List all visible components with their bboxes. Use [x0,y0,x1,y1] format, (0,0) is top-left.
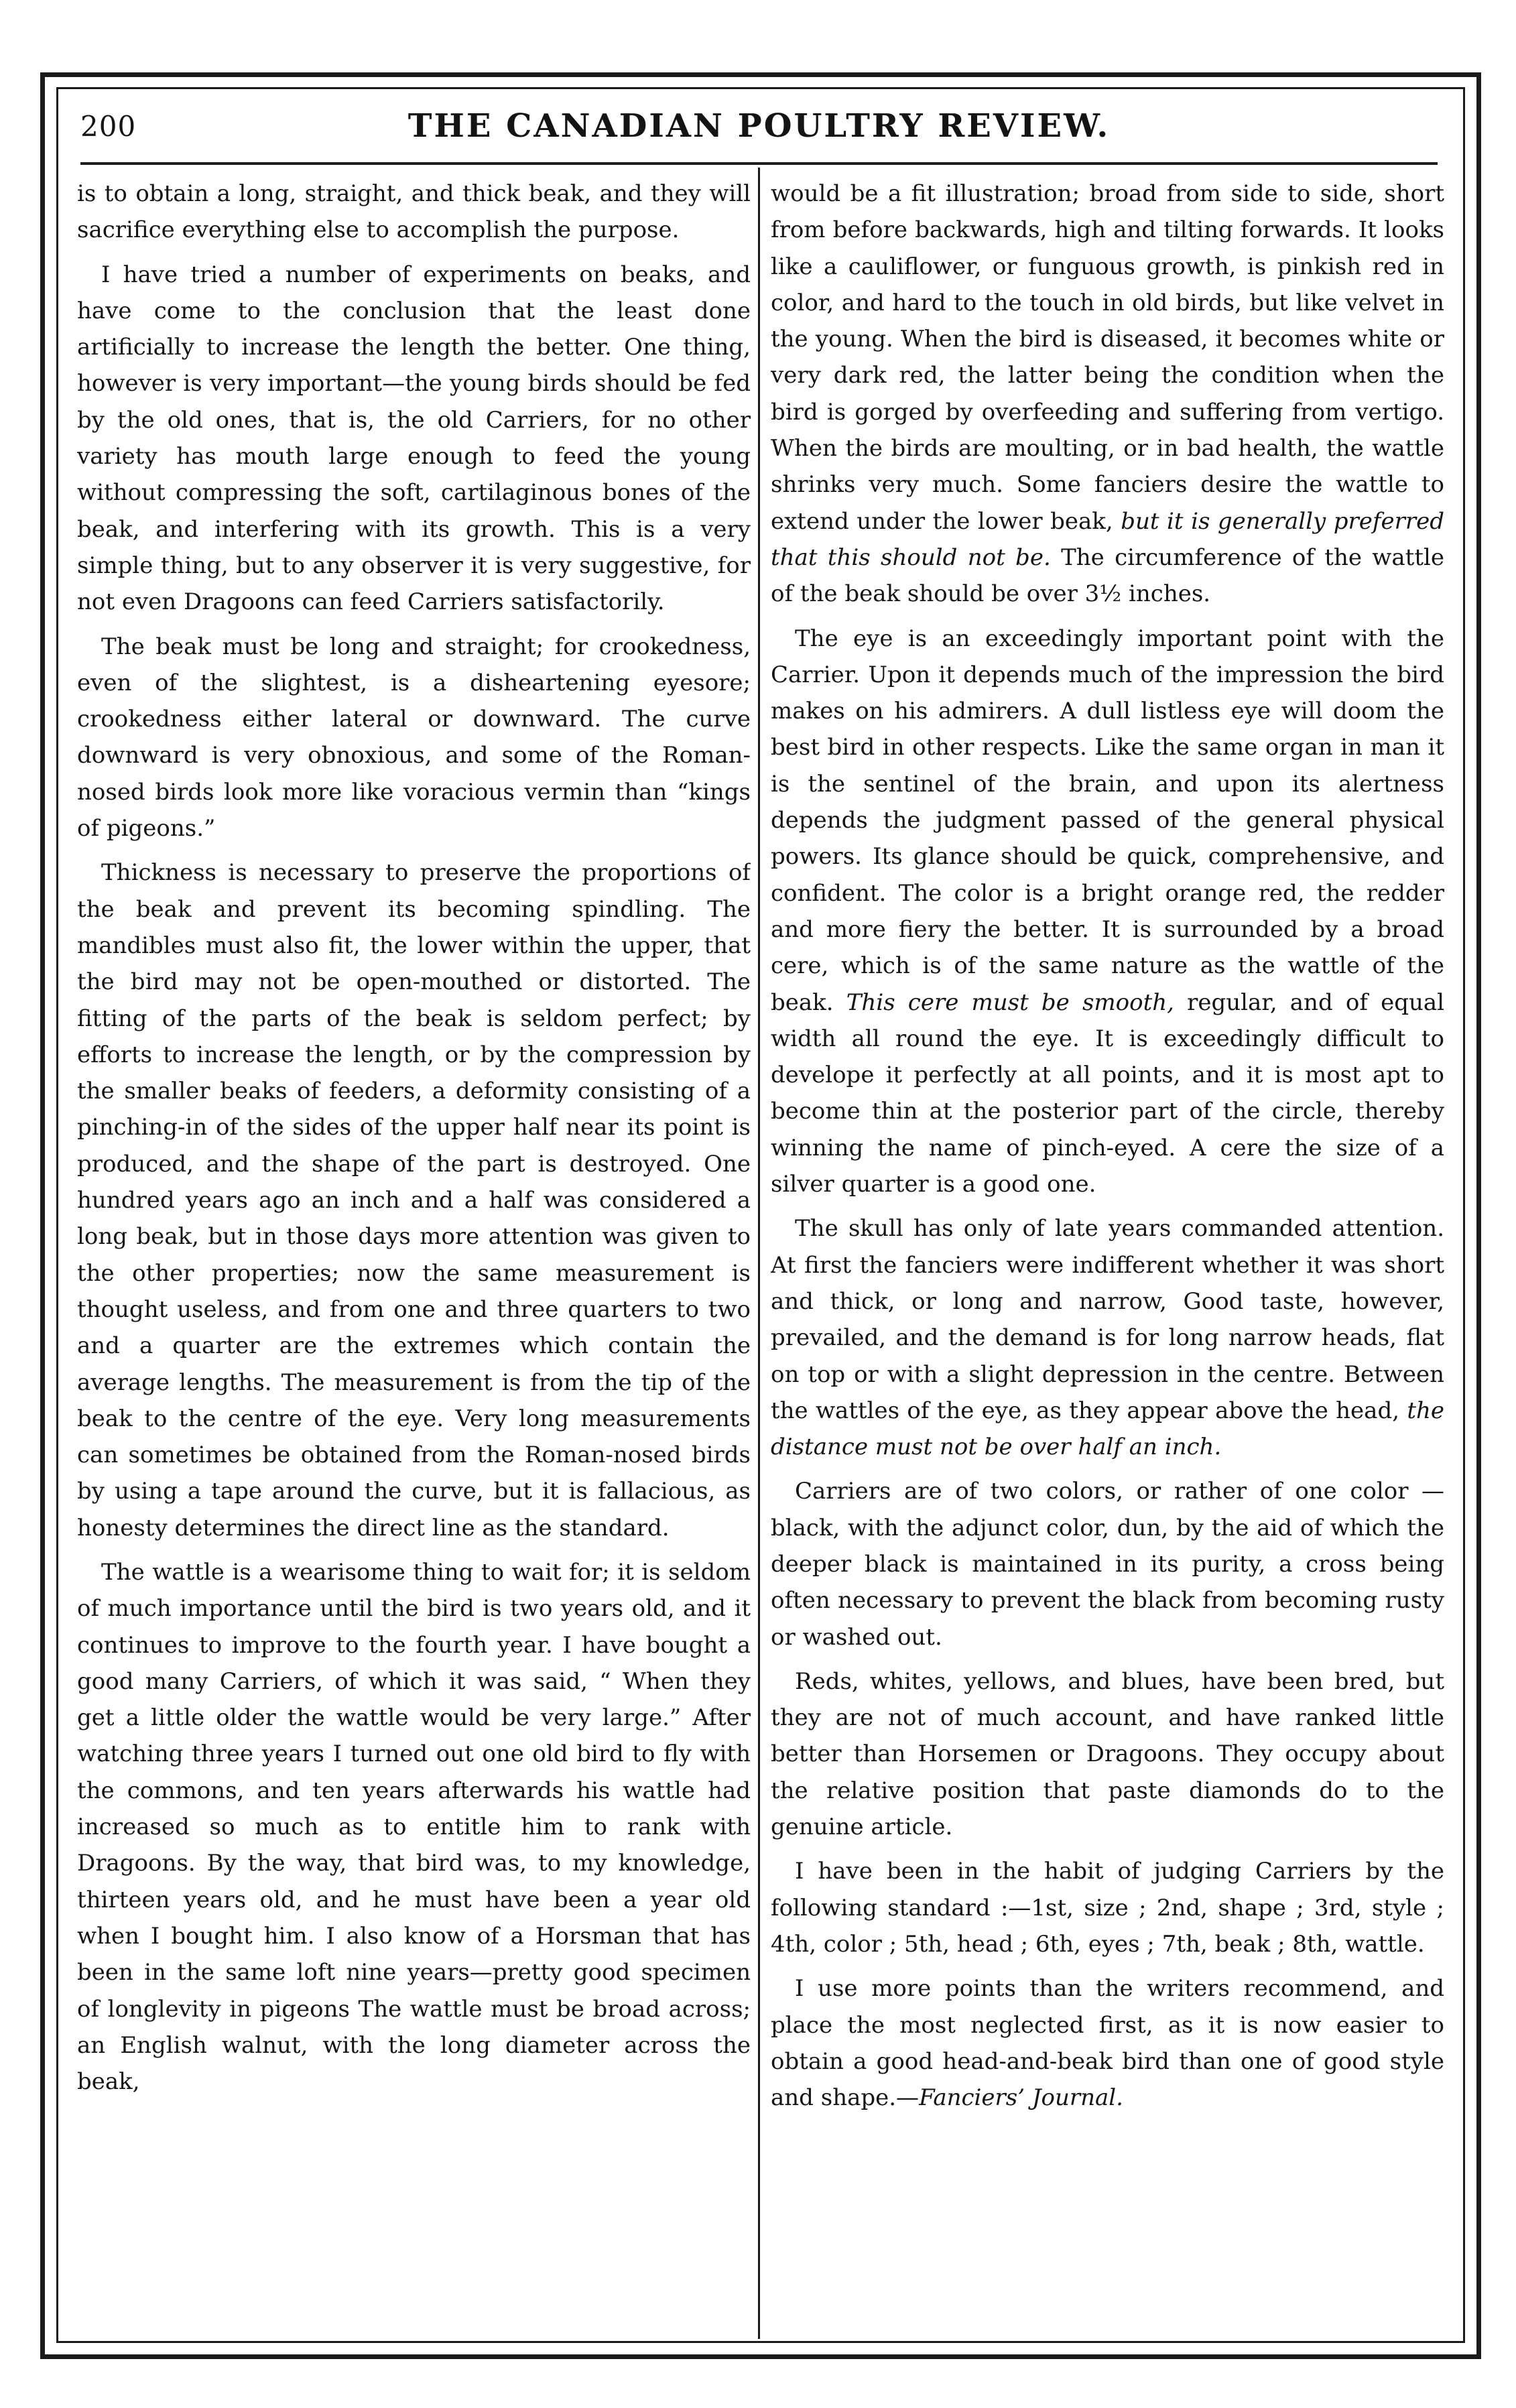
right-column [771,176,1444,2334]
text-run: The eye is an exceedingly important point with the Carrier. Upon it depends much of the impression the bird makes on his admirers. A dull listless eye will doom the best bird in other respects. Like the same organ in man it is the sentinel of the brain, and upon its alertness depends the judgment passed of the general physical powers. Its glance should be quick, comprehensive, and confident. The color is a bright orange red, the redder and more fiery the better. It is surrounded by a broad cere, which is of the same nature as the wattle of the beak. [771,625,1444,1016]
column-divider [758,168,760,2339]
paragraph: Reds, whites, yellows, and blues, have been bred, but they are not of much account, and have ranked little better than Horsemen or Dragoons. They occupy about the relative position that paste diamonds do to the genuine article. [771,1667,1444,1841]
italic-text: but it is generally preferred that this should not be. [771,507,1444,571]
paragraph: The beak must be long and straight; for crookedness, even of the slightest, is a disheartening eyesore; crookedness either lateral or downward. The curve downward is very obnoxious, and some of the Roman-nosed birds look more like voracious vermin than “kings of pigeons.” [77,633,751,842]
paragraph [771,176,1444,613]
paragraph [771,621,1444,1203]
text-run: would be a fit illustration; broad from side to side, short from before backwards, high and tilting forwards. It looks like a cauliflower, or funguous growth, is pinkish red in color, and hard to the touch in old birds, but like velvet in the young. When the bird is diseased, it becomes white or very dark red, the latter being the condition when the bird is gorged by overfeeding and suffering from vertigo. When the birds are moulting, or in bad health, the wattle shrinks very much. Some fanciers desire the wattle to extend under the lower beak, [771,180,1444,535]
text-run: The circumference of the wattle of the beak should be over 3½ inches. [771,544,1444,608]
paragraph: is to obtain a long, straight, and thick beak, and they will sacrifice everything else to accomplish the purpose. [77,180,751,244]
text-run: The skull has only of late years commanded attention. At first the fanciers were indifferent whether it was short and thick, or long and narrow, Good taste, however, prevailed, and the demand is for long narrow heads, flat on top or with a slight depression in the centre. Between the wattles of the eye, as they appear above the head, [771,1215,1444,1424]
italic-text: This cere must be smooth, [846,989,1174,1016]
paragraph: I have been in the habit of judging Carriers by the following standard :—1st, size ; 2nd, shape ; 3rd, style ; 4th, color ; 5th, head ; 6th, eyes ; 7th, beak ; 8th, wattle. [771,1858,1444,1958]
page-header [80,107,1438,154]
paragraph [771,1970,1444,2116]
running-title: THE CANADIAN POULTRY REVIEW. [407,107,1111,145]
left-column [77,176,751,2334]
italic-text: the distance must not be over half an inch. [771,1397,1444,1461]
source-citation: Fanciers’ Journal. [919,2084,1123,2112]
paragraph: I have tried a number of experiments on beaks, and have come to the conclusion that the least done artificially to increase the length the better. One thing, however is very important—the young birds should be fed by the old ones, that is, the old Carriers, for no other variety has mouth large enough to feed the young without compressing the soft, cartilaginous bones of the beak, and interfering with its growth. This is a very simple thing, but to any observer it is very suggestive, for not even Dragoons can feed Carriers satisfactorily. [77,261,751,616]
text-run: I use more points than the writers recommend, and place the most neglected first, as it is now easier to obtain a good head-and-beak bird than one of good style and shape.— [771,1975,1444,2112]
paragraph: Thickness is necessary to preserve the proportions of the beak and prevent its becoming spindling. The mandibles must also fit, the lower within the upper, that the bird may not be open-mouthed or distorted. The fitting of the parts of the beak is seldom perfect; by efforts to increase the length, or by the compression by the smaller beaks of feeders, a deformity consisting of a pinching-in of the sides of the upper half near its point is produced, and the shape of the part is destroyed. One hundred years ago an inch and a half was considered a long beak, but in those days more attention was given to the other properties; now the same measurement is thought useless, and from one and three quarters to two and a quarter are the extremes which contain the average lengths. The measurement is from the tip of the beak to the centre of the eye. Very long measurements can sometimes be obtained from the Roman-nosed birds by using a tape around the curve, but it is fallacious, as honesty determines the direct line as the standard. [77,859,751,1541]
paragraph [771,1210,1444,1465]
paragraph: Carriers are of two colors, or rather of one color —black, with the adjunct color, dun, by the aid of which the deeper black is maintained in its purity, a cross being often necessary to prevent the black from becoming rusty or washed out. [771,1478,1444,1651]
page-number: 200 [80,110,137,143]
paragraph: The wattle is a wearisome thing to wait for; it is seldom of much importance until the bird is two years old, and it continues to improve to the fourth year. I have bought a good many Carriers, of which it was said, “ When they get a little older the wattle would be very large.” After watching three years I turned out one old bird to fly with the commons, and ten years afterwards his wattle had increased so much as to entitle him to rank with Dragoons. By the way, that bird was, to my knowledge, thirteen years old, and he must have been a year old when I bought him. I also know of a Horsman that has been in the same loft nine years—pretty good specimen of longlevity in pigeons The wattle must be broad across; an English walnut, with the long diameter across the beak, [77,1558,751,2096]
header-rule [80,162,1438,165]
text-run: regular, and of equal width all round the eye. It is exceedingly difficult to develope it perfectly at all points, and it is most apt to become thin at the posterior part of the circle, thereby winning the name of pinch-eyed. A cere the size of a silver quarter is a good one. [771,989,1444,1198]
